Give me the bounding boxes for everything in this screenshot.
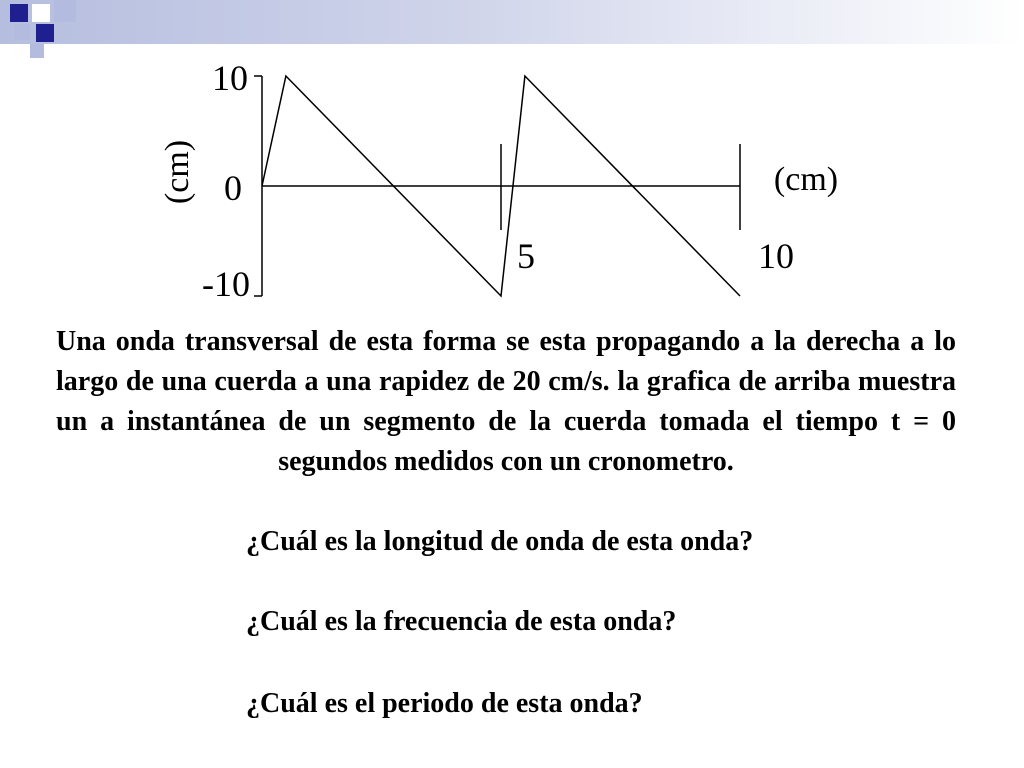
waveform-chart	[150, 60, 870, 310]
y-axis-label: (cm)	[159, 139, 196, 205]
white-square	[32, 4, 50, 22]
x-tick-label-10: 10	[758, 236, 794, 276]
y-tick-label-0: 0	[224, 168, 242, 208]
light-square	[54, 0, 76, 22]
title-bar-gradient	[0, 0, 1024, 44]
y-tick-label-10: 10	[212, 60, 248, 98]
question-period: ¿Cuál es el periodo de esta onda?	[246, 688, 643, 719]
question-frequency: ¿Cuál es la frecuencia de esta onda?	[246, 606, 677, 637]
dark-square	[36, 24, 54, 42]
question-wavelength: ¿Cuál es la longitud de onda de esta onda?	[246, 526, 754, 557]
light-square	[14, 24, 30, 40]
problem-statement: Una onda transversal de esta forma se esta propagando a la derecha a lo largo de una cuerda a una rapidez de 20 cm/s. la grafica de arriba muestra un a instantánea de un segmento de la cuerda tomada el tiempo t = 0 segundos medidos con un cronometro.	[56, 326, 956, 477]
x-axis-label: (cm)	[773, 161, 839, 198]
x-tick-label-5: 5	[517, 236, 535, 276]
light-square	[30, 44, 44, 58]
dark-square	[10, 4, 28, 22]
y-tick-label-minus-10: -10	[202, 264, 250, 304]
decorative-squares	[0, 0, 90, 60]
